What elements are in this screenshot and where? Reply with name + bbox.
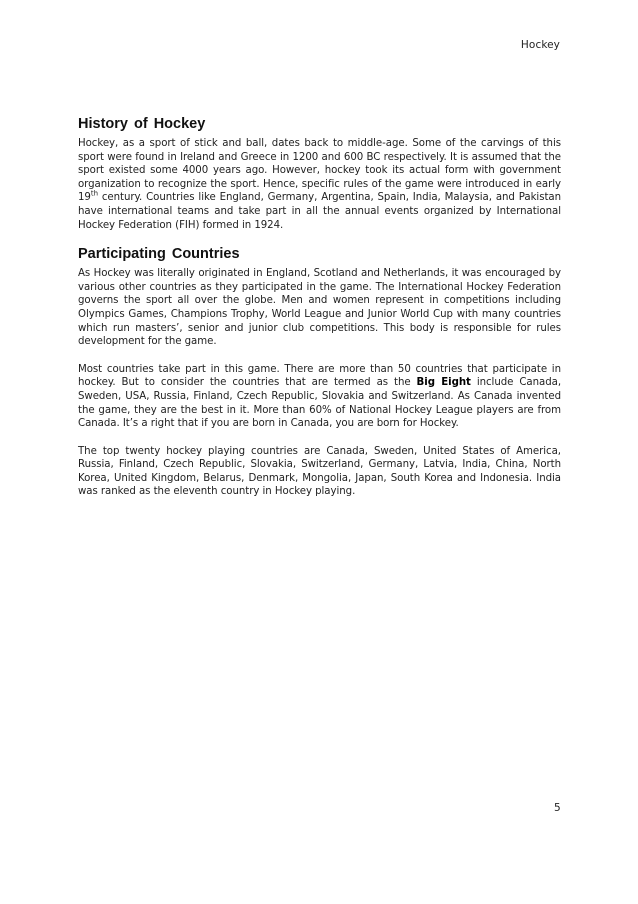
history-text-part1: Hockey, as a sport of stick and ball, dates back to middle-age. Some of the carvings of this sport were found in Ireland and Greece in 1200 and 600 BC respectively. It is assumed that the sport existed some 4000 years ago. However, hockey took its actual form with government organization to recognize the sport. Hence, specific rules of the game were introduced in early 19 <box>78 138 561 204</box>
section-participating-countries <box>78 246 561 499</box>
page-number: 5 <box>554 802 561 814</box>
top-twenty-paragraph: The top twenty hockey playing countries are Canada, Sweden, United States of America, Russia, Finland, Czech Republic, Slovakia, Switzerland, Germany, Latvia, India, China, North Korea, United Kingdom, Belarus, Denmark, Mongolia, Japan, South Korea and Indonesia. India was ranked as the eleventh country in Hockey playing. <box>78 445 561 498</box>
section-history <box>78 116 561 232</box>
history-text-part2: century. Countries like England, Germany, Argentina, Spain, India, Malaysia, and Pakistan have international teams and take part in all the annual events organized by International Hockey Federation (FIH) formed in 1924. <box>78 192 561 231</box>
document-body <box>78 116 561 513</box>
big-eight-text-part2: include Canada, Sweden, USA, Russia, Finland, Czech Republic, Slovakia and Switzerland. As Canada invented the game, they are the best in it. More than 60% of National Hockey League players are from Canada. It’s a right that if you are born in Canada, you are born for Hockey. <box>78 377 562 430</box>
section-heading-participating-countries: Participating Countries <box>78 246 240 263</box>
big-eight-bold-term: Big Eight <box>416 377 471 389</box>
section-heading-history: History of Hockey <box>78 116 206 132</box>
big-eight-text-part1: Most countries take part in this game. There are more than 50 countries that participate in hockey. But to consider the countries that are termed as the <box>78 363 561 389</box>
history-paragraph <box>78 137 561 232</box>
running-header: Hockey <box>520 39 560 51</box>
ordinal-superscript: th <box>90 189 98 198</box>
big-eight-paragraph <box>78 363 561 431</box>
origins-paragraph: As Hockey was literally originated in England, Scotland and Netherlands, it was encouraged by various other countries as they participated in the game. The International Hockey Federation governs the sport all over the globe. Men and women represent in competitions including Olympics Games, Champions Trophy, World League and Junior World Cup with many countries which run masters’, senior and junior club competitions. This body is responsible for rules development for the game. <box>78 268 561 348</box>
